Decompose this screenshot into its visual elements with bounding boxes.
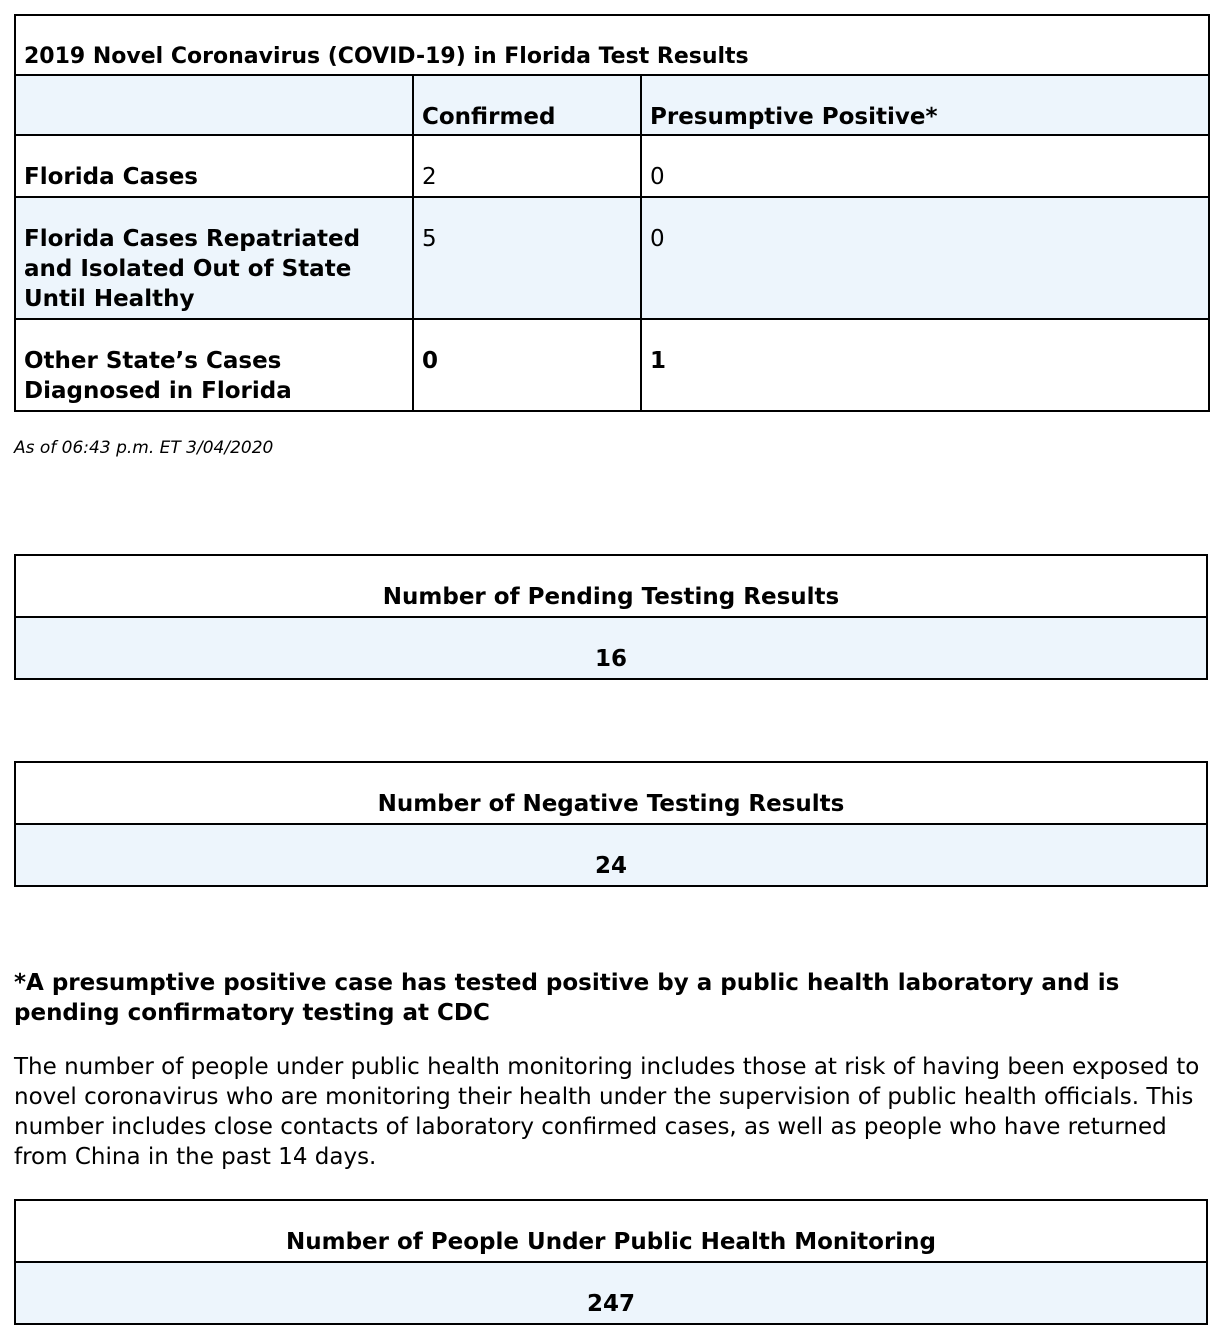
table-row [15,319,1209,411]
test-results-table [14,14,1210,412]
row-label: Florida Cases Repatriated and Isolated Out of State Until Healthy [15,197,413,319]
column-header-presumptive: Presumptive Positive* [641,75,1209,135]
negative-value: 24 [15,824,1207,886]
pending-value: 16 [15,617,1207,679]
presumptive-value: 0 [641,135,1209,197]
monitoring-description: The number of people under public health monitoring includes those at risk of having been exposed to novel coronavirus who are monitoring their health under the supervision of public health officials. This number includes close contacts of laboratory confirmed cases, as well as people who have returned from China in the past 14 days. [14,1054,1200,1170]
table-title: 2019 Novel Coronavirus (COVID-19) in Florida Test Results [15,15,1209,75]
negative-results-table [14,761,1208,887]
pending-results-table [14,554,1208,680]
table-row [15,197,1209,319]
monitoring-value: 247 [15,1262,1207,1324]
presumptive-footnote: *A presumptive positive case has tested positive by a public health laboratory and is pending confirmatory testing at CDC [14,970,1120,1026]
pending-label: Number of Pending Testing Results [15,555,1207,617]
as-of-timestamp: As of 06:43 p.m. ET 3/04/2020 [14,438,274,458]
negative-label: Number of Negative Testing Results [15,762,1207,824]
row-label: Florida Cases [15,135,413,197]
confirmed-value: 0 [413,319,641,411]
confirmed-value: 2 [413,135,641,197]
column-header-empty [15,75,413,135]
row-label: Other State’s Cases Diagnosed in Florida [15,319,413,411]
table-row [15,135,1209,197]
monitoring-table [14,1199,1208,1325]
monitoring-label: Number of People Under Public Health Monitoring [15,1200,1207,1262]
presumptive-value: 0 [641,197,1209,319]
column-header-confirmed: Confirmed [413,75,641,135]
confirmed-value: 5 [413,197,641,319]
presumptive-value: 1 [641,319,1209,411]
